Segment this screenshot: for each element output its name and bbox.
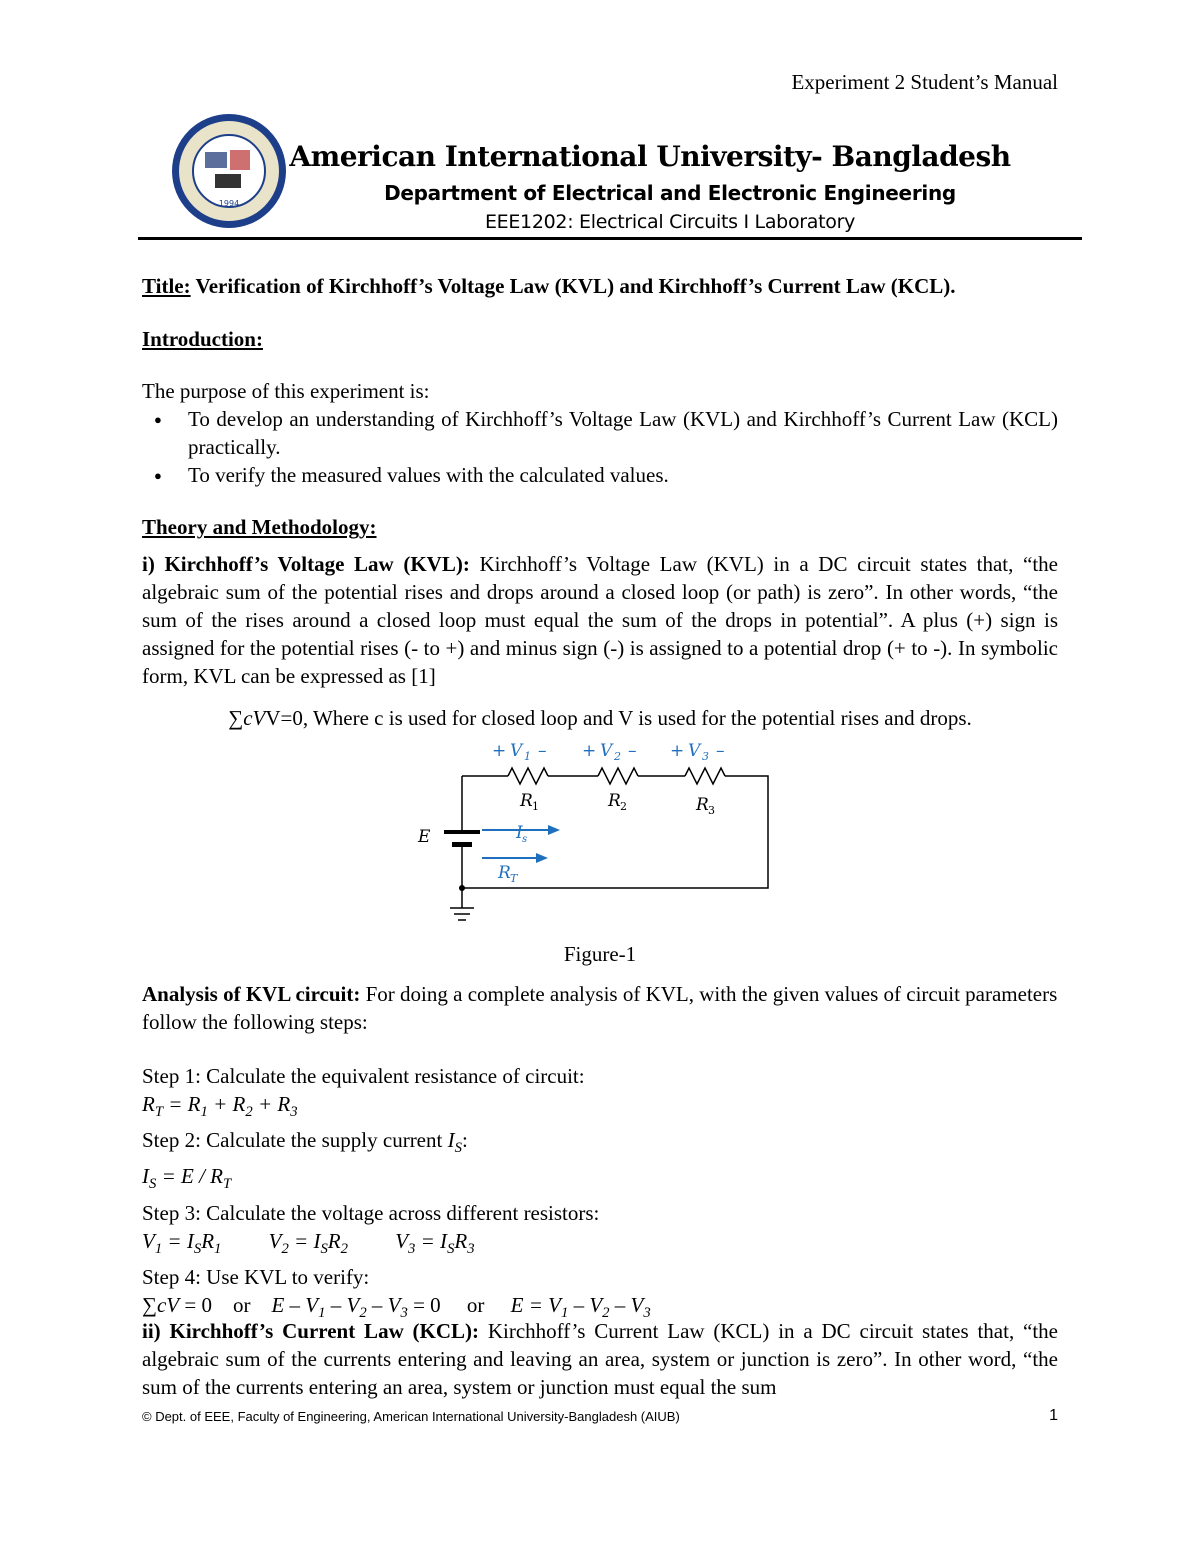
battery-plate-long xyxy=(444,830,480,834)
kcl-paragraph xyxy=(142,1317,1058,1401)
step-4: Step 4: Use KVL to verify: xyxy=(142,1264,370,1289)
kvl-paragraph xyxy=(142,550,1058,690)
v3-label: V xyxy=(688,741,701,761)
kcl-text: Kirchhoff’s Current Law (KCL) in a DC circuit states that, “the algebraic sum of the currents entering and leaving an area, system or junction is zero”. In other word, “the sum of the currents entering an area, system or junction must equal the sum xyxy=(142,1319,1058,1399)
kvl-formula: ∑cVV=0, Where c is used for closed loop and V is used for the potential rises and drops. xyxy=(228,706,972,730)
analysis-steps xyxy=(142,1062,1058,1327)
list-item: ● To develop an understanding of Kirchhoff’s Voltage Law (KVL) and Kirchhoff’s Current Law (KCL) practically. xyxy=(188,405,1058,461)
list-item: ● To verify the measured values with the calculated values. xyxy=(188,461,1058,489)
svg-text:+: + xyxy=(582,741,597,761)
page-footer xyxy=(142,1409,1058,1424)
kvl-text: Kirchhoff’s Voltage Law (KVL) in a DC circuit states that, “the algebraic sum of the potential rises and drops around a closed loop (or path) is zero”. In other words, “the sum of the rises around a closed loop must equal the sum of the drops in potential”. A plus (+) sign is assigned for the potential rises (- to +) and minus sign (-) is assigned to a potential drop (+ to -). In symbolic form, KVL can be expressed as [1] xyxy=(142,552,1058,688)
svg-text:+: + xyxy=(670,741,685,761)
step-2: Step 2: Calculate the supply current $I_S$: xyxy=(142,1128,468,1157)
svg-text:3: 3 xyxy=(708,804,715,817)
course-name: EEE1202: Electrical Circuits I Laboratory xyxy=(484,211,856,233)
svg-text:1: 1 xyxy=(532,800,539,813)
v2-label: V xyxy=(600,741,613,761)
university-header xyxy=(290,140,1090,233)
analysis-label: Analysis of KVL circuit: xyxy=(142,982,361,1006)
resistor-r3 xyxy=(685,768,725,784)
svg-text:+: + xyxy=(492,741,507,761)
kvl-circuit-diagram xyxy=(400,738,800,928)
svg-text:s: s xyxy=(522,834,528,845)
logo-year: 1994 xyxy=(218,199,240,208)
page-number: 1 xyxy=(1049,1407,1058,1424)
battery-plate-short xyxy=(452,842,472,847)
rt-label: R xyxy=(498,863,511,883)
svg-text:2: 2 xyxy=(614,750,621,763)
svg-text:3: 3 xyxy=(702,750,709,763)
step-4-formula: ∑cV = 0 or $E - V_1 - V_2 - V_3 = 0$ or $E = V_1 - V_2 - V_3$ xyxy=(142,1292,651,1321)
header-divider xyxy=(138,237,1082,240)
introduction-heading: Introduction: xyxy=(142,327,263,351)
footer-text: © Dept. of EEE, Faculty of Engineering, American International University-Bangladesh (AIUB) xyxy=(142,1409,680,1424)
svg-text:–: – xyxy=(538,741,547,761)
e-label: E xyxy=(418,827,431,847)
department-name: Department of Electrical and Electronic Engineering xyxy=(384,181,956,205)
svg-text:T: T xyxy=(510,872,518,885)
step-2-formula: $I_S = E / R_T$ xyxy=(142,1164,232,1193)
r3-label: R xyxy=(696,795,709,815)
introduction-bullets xyxy=(142,405,1058,489)
figure-label: Figure-1 xyxy=(563,942,637,966)
title-label: Title: xyxy=(142,274,191,298)
kvl-label: i) Kirchhoff’s Voltage Law (KVL): xyxy=(142,552,470,576)
step-3-formula: $V_1 = I_SR_1$ $V_2 = I_SR_2$ $V_3 = I_SR_3$ xyxy=(142,1228,475,1257)
kcl-label: ii) Kirchhoff’s Current Law (KCL): xyxy=(142,1319,480,1343)
svg-text:1: 1 xyxy=(524,750,531,763)
introduction-lead: The purpose of this experiment is: xyxy=(142,379,430,403)
step-1-formula: $R_T = R_1 + R_2 + R_3$ xyxy=(142,1092,298,1121)
university-name: American International University- Bangladesh xyxy=(289,140,1011,173)
svg-text:2: 2 xyxy=(620,800,627,813)
manual-label: Experiment 2 Student’s Manual xyxy=(791,70,1058,94)
step-1: Step 1: Calculate the equivalent resistance of circuit: xyxy=(142,1064,585,1088)
theory-heading: Theory and Methodology: xyxy=(142,515,377,539)
title-line xyxy=(142,272,1058,300)
resistor-r2 xyxy=(598,768,638,784)
is-label: I xyxy=(516,823,523,843)
svg-text:–: – xyxy=(628,741,637,761)
analysis-paragraph xyxy=(142,980,1058,1036)
svg-text:–: – xyxy=(716,741,725,761)
step-3: Step 3: Calculate the voltage across different resistors: xyxy=(142,1200,600,1225)
r1-label: R xyxy=(520,791,533,811)
r2-label: R xyxy=(608,791,621,811)
title-text: Verification of Kirchhoff’s Voltage Law (KVL) and Kirchhoff’s Current Law (KCL). xyxy=(190,274,956,298)
v1-label: V xyxy=(510,741,523,761)
resistor-r1 xyxy=(508,768,548,784)
analysis-text: For doing a complete analysis of KVL, with the given values of circuit parameters follow the following steps: xyxy=(142,982,1058,1034)
